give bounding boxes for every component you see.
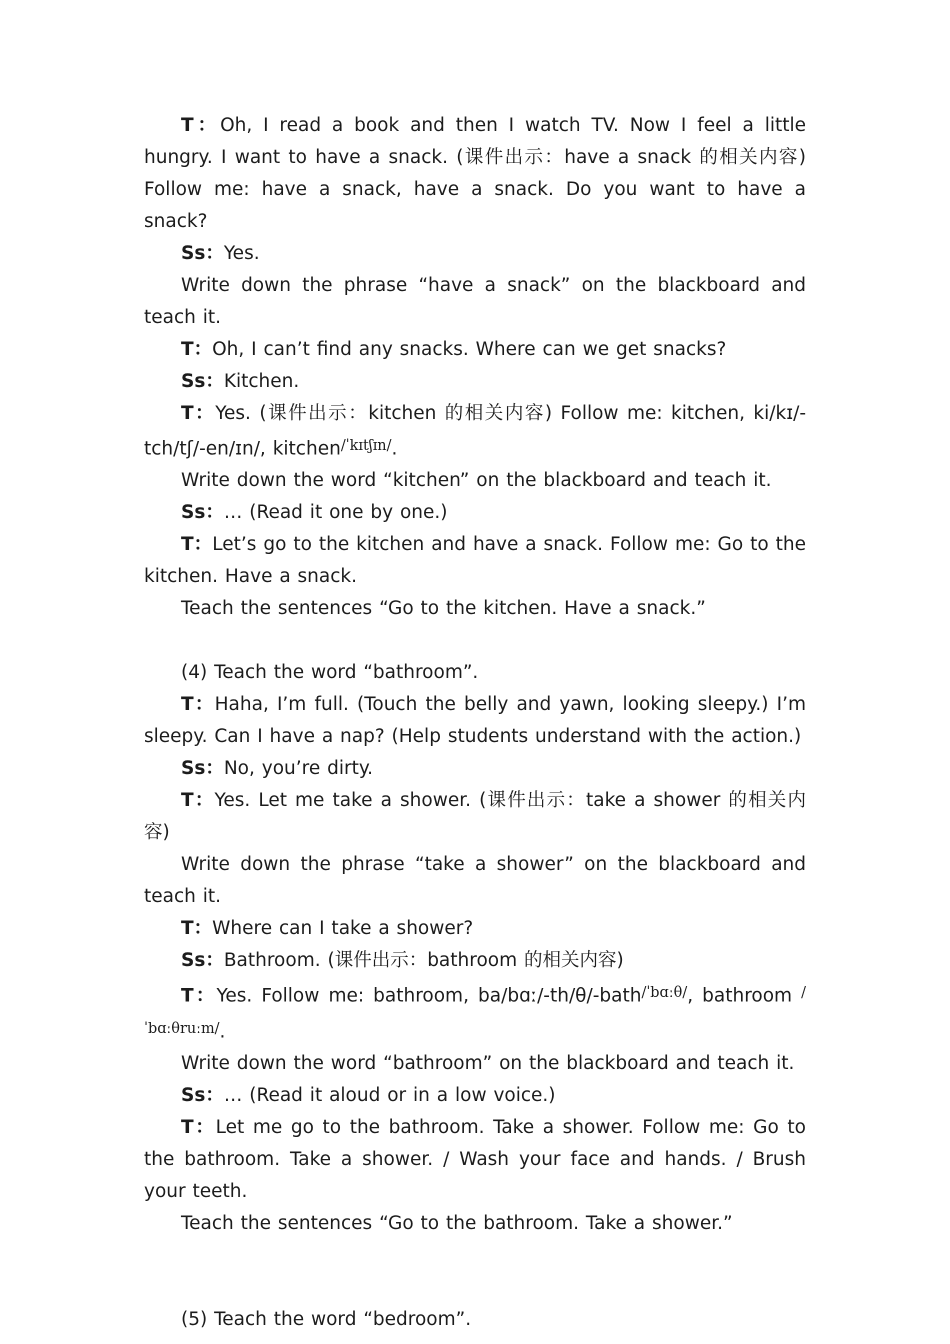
- phonetic-transcription: /ˈbɑːθruːm/: [144, 985, 806, 1037]
- paragraph: [144, 1048, 806, 1080]
- paragraph: [144, 1112, 806, 1208]
- text-run: Let me go to the bathroom. Take a shower. Follow me: Go to the bathroom. Take a shower. / Wash your face and hands. / Brush your teeth.: [144, 1116, 806, 1202]
- speaker-label: T：: [181, 534, 213, 556]
- phonetic-transcription: /ˈkɪtʃɪn/: [340, 438, 392, 454]
- speaker-label: T：: [181, 918, 213, 940]
- paragraph: [144, 238, 806, 270]
- paragraph: [144, 945, 806, 977]
- text-run: (5) Teach the word “bedroom”.: [181, 1308, 472, 1330]
- text-run: Let’s go to the kitchen and have a snack. Follow me: Go to the kitchen. Have a snack.: [144, 534, 806, 588]
- text-run: Write down the word “bathroom” on the blackboard and teach it.: [181, 1052, 795, 1074]
- text-run: Write down the phrase “take a shower” on the blackboard and teach it.: [144, 854, 806, 908]
- paragraph: [144, 849, 806, 913]
- paragraph: [144, 785, 806, 849]
- speaker-label: T：: [181, 403, 216, 424]
- paragraph: [144, 1304, 806, 1336]
- text-run: No, you’re dirty.: [223, 758, 374, 780]
- text-run: … (Read it one by one.): [223, 502, 448, 524]
- speaker-label: T：: [181, 694, 215, 716]
- paragraph: [144, 1208, 806, 1240]
- text-run: Teach the sentences “Go to the bathroom. Take a shower.”: [181, 1212, 733, 1234]
- text-run: Oh, I read a book and then I watch TV. Now I feel a little hungry. I want to have a snack. (课件出示：have a snack 的相关内容) Follow me: have a snack, have a snack. Do you want to have a snack?: [144, 115, 807, 232]
- text-run: Write down the word “kitchen” on the blackboard and teach it.: [181, 470, 772, 492]
- speaker-label: T：: [181, 790, 215, 812]
- paragraph: [144, 1080, 806, 1112]
- speaker-label: Ss：: [181, 1084, 224, 1106]
- text-run: Yes.: [223, 243, 260, 264]
- text-run: Yes. Let me take a shower. (课件出示：take a shower 的相关内容): [144, 790, 806, 844]
- text-run: Oh, I can’t find any snacks. Where can we get snacks?: [212, 339, 727, 360]
- speaker-label: Ss：: [181, 371, 224, 392]
- speaker-label: T：: [181, 985, 217, 1007]
- paragraph: [144, 398, 806, 465]
- phonetic-transcription: /ˈbɑːθ/: [641, 985, 688, 1002]
- speaker-label: T：: [181, 339, 213, 360]
- speaker-label: T：: [181, 1116, 216, 1138]
- paragraph: [144, 753, 806, 785]
- speaker-label: Ss：: [181, 758, 224, 780]
- text-run: Kitchen.: [223, 371, 300, 392]
- document-body: [144, 110, 806, 1336]
- paragraph: [144, 334, 806, 366]
- text-run: Where can I take a shower?: [212, 918, 474, 940]
- text-run: Haha, I’m full. (Touch the belly and yawn, looking sleepy.) I’m sleepy. Can I have a nap? (Help students understand with the action.): [144, 694, 806, 748]
- text-run: (4) Teach the word “bathroom”.: [181, 662, 479, 684]
- speaker-label: T：: [181, 115, 221, 136]
- paragraph: [144, 270, 806, 334]
- paragraph: [144, 689, 806, 753]
- paragraph: [144, 593, 806, 625]
- paragraph: [144, 110, 806, 238]
- paragraph: [144, 977, 806, 1048]
- text-run: , bathroom: [687, 985, 802, 1007]
- text-run: Yes. (课件出示：kitchen 的相关内容) Follow me: kitchen, ki/kɪ/-tch/tʃ/-en/ɪn/, kitchen: [144, 403, 806, 460]
- paragraph: [144, 657, 806, 689]
- text-run: Yes. Follow me: bathroom, ba/bɑː/-th/θ/-bath: [216, 985, 642, 1007]
- paragraph: [144, 366, 806, 398]
- speaker-label: Ss：: [181, 502, 224, 524]
- paragraph: [144, 465, 806, 497]
- text-run: .: [391, 438, 398, 460]
- paragraph: [144, 529, 806, 593]
- text-run: Bathroom. (课件出示：bathroom 的相关内容): [223, 950, 624, 972]
- text-run: Write down the phrase “have a snack” on the blackboard and teach it.: [144, 275, 806, 328]
- speaker-label: Ss：: [181, 950, 224, 972]
- text-run: Teach the sentences “Go to the kitchen. Have a snack.”: [181, 598, 706, 620]
- speaker-label: Ss：: [181, 243, 224, 264]
- paragraph: [144, 913, 806, 945]
- text-run: … (Read it aloud or in a low voice.): [223, 1084, 556, 1106]
- text-run: .: [219, 1020, 226, 1042]
- paragraph: [144, 497, 806, 529]
